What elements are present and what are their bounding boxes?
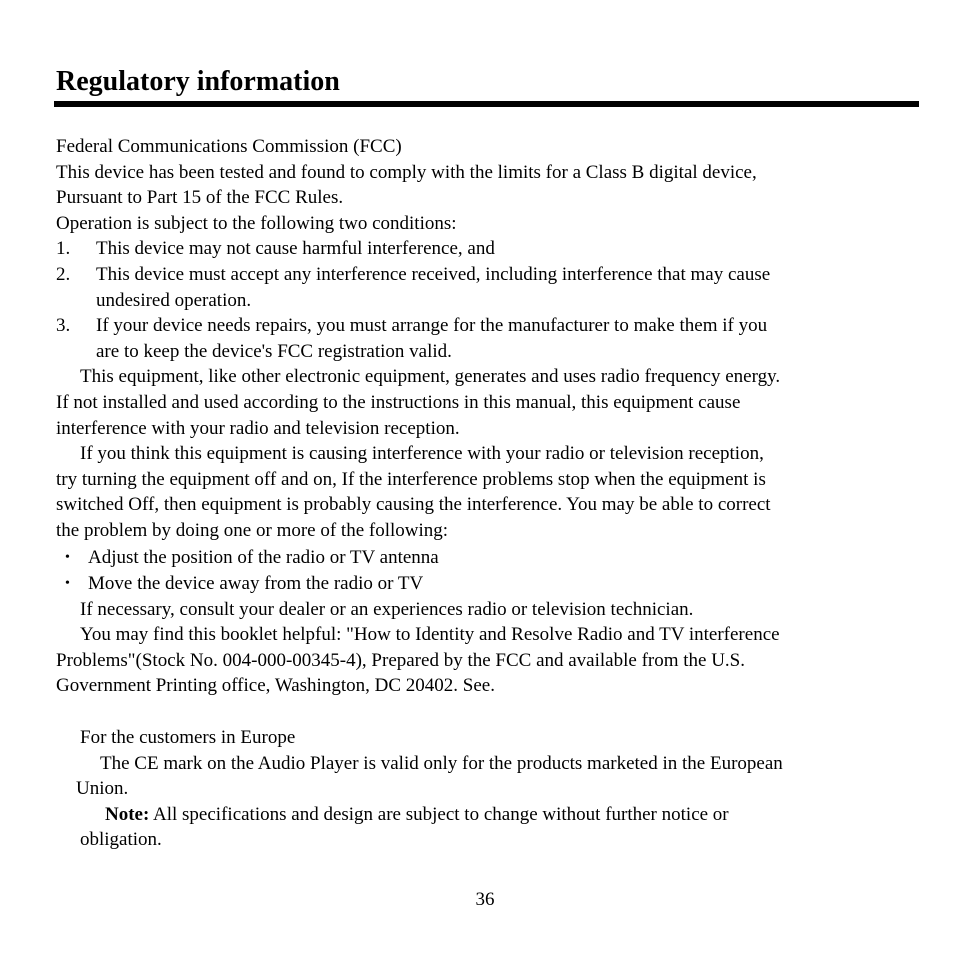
text-line: Union. bbox=[76, 778, 129, 800]
text-line: the problem by doing one or more of the following: bbox=[56, 519, 449, 541]
text-line: You may find this booklet helpful: "How to Identity and Resolve Radio and TV interference bbox=[80, 624, 780, 646]
text-line: If not installed and used according to the instructions in this manual, this equipment cause bbox=[56, 391, 741, 413]
bullet-icon: • bbox=[65, 576, 70, 592]
dealer-line: If necessary, consult your dealer or an experiences radio or television technician. bbox=[80, 598, 694, 620]
conditions-list bbox=[56, 236, 896, 364]
text-line: Pursuant to Part 15 of the FCC Rules. bbox=[56, 187, 344, 209]
interference-paragraph bbox=[56, 441, 896, 543]
text-line: This device has been tested and found to comply with the limits for a Class B digital device, bbox=[56, 161, 757, 183]
condition-item bbox=[56, 313, 896, 364]
text-line: interference with your radio and television reception. bbox=[56, 417, 460, 439]
page-number: 36 bbox=[475, 889, 495, 910]
bullet-item bbox=[56, 571, 896, 597]
spacer bbox=[56, 699, 896, 725]
document-body bbox=[56, 134, 896, 853]
text-line: This device may not cause harmful interference, and bbox=[96, 238, 495, 260]
text-line: switched Off, then equipment is probably causing the interference. You may be able to correct bbox=[56, 494, 771, 516]
title-rule bbox=[54, 101, 919, 107]
booklet-paragraph bbox=[56, 622, 896, 699]
text-line: This equipment, like other electronic equipment, generates and uses radio frequency energy. bbox=[80, 366, 781, 388]
equipment-paragraph bbox=[56, 364, 896, 441]
page-title: Regulatory information bbox=[56, 66, 340, 97]
conditions-intro: Operation is subject to the following two conditions: bbox=[56, 212, 457, 234]
remedy-list bbox=[56, 545, 896, 597]
note-label: Note: bbox=[105, 803, 150, 825]
bullet-icon: • bbox=[65, 549, 70, 565]
note-text: All specifications and design are subject to change without further notice or bbox=[149, 803, 729, 825]
text-line: If your device needs repairs, you must arrange for the manufacturer to make them if you bbox=[96, 315, 768, 337]
text-line: undesired operation. bbox=[96, 289, 252, 311]
compliance-paragraph bbox=[56, 160, 896, 211]
condition-item bbox=[56, 262, 896, 313]
condition-number: 3. bbox=[56, 315, 71, 337]
europe-heading: For the customers in Europe bbox=[80, 727, 296, 749]
text-line: Move the device away from the radio or TV bbox=[88, 573, 424, 595]
bullet-item bbox=[56, 545, 896, 571]
note-first-line bbox=[80, 802, 896, 828]
condition-number: 2. bbox=[56, 263, 71, 285]
text-line: Problems"(Stock No. 004-000-00345-4), Prepared by the FCC and available from the U.S. bbox=[56, 649, 746, 671]
condition-item bbox=[56, 236, 896, 262]
note-paragraph bbox=[56, 802, 896, 853]
text-line: This device must accept any interference received, including interference that may cause bbox=[96, 263, 771, 285]
text-line: try turning the equipment off and on, If the interference problems stop when the equipment is bbox=[56, 468, 766, 490]
text-line: If you think this equipment is causing interference with your radio or television reception, bbox=[80, 443, 764, 465]
text-line: obligation. bbox=[80, 829, 162, 851]
ce-paragraph bbox=[56, 751, 896, 802]
text-line: are to keep the device's FCC registration valid. bbox=[96, 340, 452, 362]
condition-number: 1. bbox=[56, 238, 71, 260]
text-line: The CE mark on the Audio Player is valid only for the products marketed in the European bbox=[100, 752, 783, 774]
fcc-heading: Federal Communications Commission (FCC) bbox=[56, 136, 402, 157]
text-line: Government Printing office, Washington, DC 20402. See. bbox=[56, 675, 495, 697]
text-line: Adjust the position of the radio or TV antenna bbox=[88, 546, 439, 568]
